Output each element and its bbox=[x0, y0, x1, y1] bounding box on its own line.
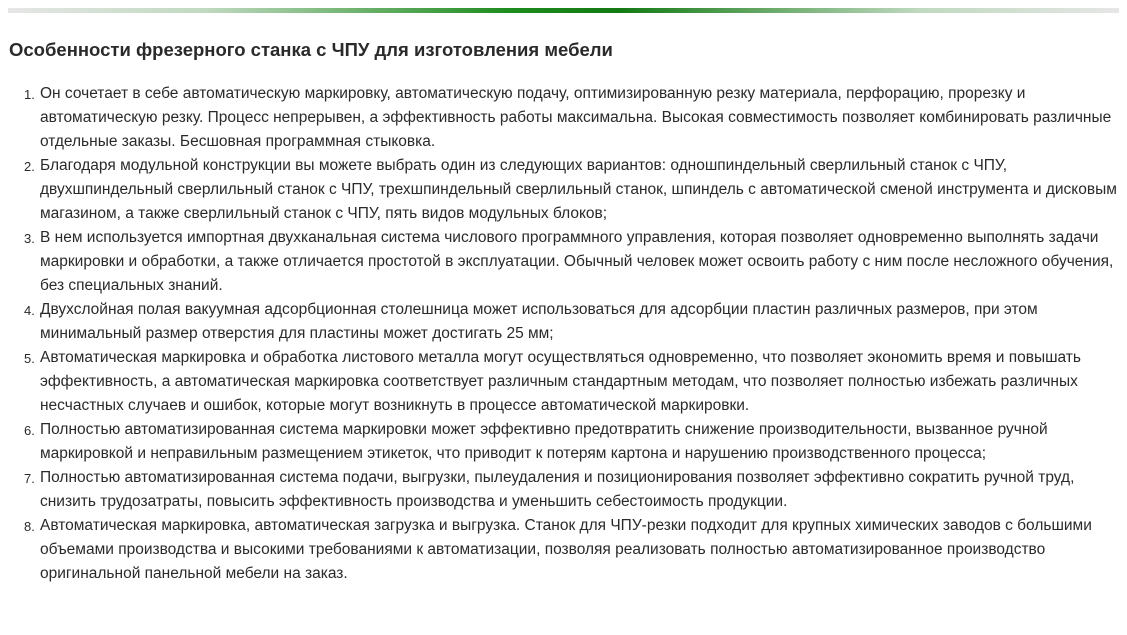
header-divider bbox=[8, 8, 1119, 13]
list-item: В нем используется импортная двухканальная система числового программного управления, которая позволяет одновременно выполнять задачи маркировки и обработки, а также отличается простотой в эксплуатации. Обычный человек может освоить работу с ним после несложного обучения, без специальных знаний. bbox=[40, 229, 1114, 294]
list-item: Благодаря модульной конструкции вы можете выбрать один из следующих вариантов: одношпиндельный сверлильный станок с ЧПУ, двухшпиндельный сверлильный станок с ЧПУ, трехшпиндельный сверлильный станок, шпиндель с автоматической сменой инструмента и дисковым магазином, а также сверлильный станок с ЧПУ, пять видов модульных блоков; bbox=[40, 157, 1117, 222]
list-item: Автоматическая маркировка, автоматическая загрузка и выгрузка. Станок для ЧПУ-резки подходит для крупных химических заводов с большими объемами производства и высокими требованиями к автоматизации, позволяя реализовать полностью автоматизированное производство оригинальной панельной мебели на заказ. bbox=[40, 517, 1092, 582]
list-item: Полностью автоматизированная система подачи, выгрузки, пылеудаления и позиционирования позволяет эффективно сократить ручной труд, снизить трудозатраты, повысить эффективность производства и уменьшить себестоимость продукции. bbox=[40, 469, 1075, 510]
list-item: Двухслойная полая вакуумная адсорбционная столешница может использоваться для адсорбции пластин различных размеров, при этом минимальный размер отверстия для пластины может достигать 25 мм; bbox=[40, 301, 1038, 342]
feature-list bbox=[0, 82, 1118, 586]
list-item: Полностью автоматизированная система маркировки может эффективно предотвратить снижение производительности, вызванное ручной маркировкой и неправильным размещением этикеток, что приводит к потерям картона и нарушению производственного процесса; bbox=[40, 421, 1048, 462]
list-item: Автоматическая маркировка и обработка листового металла могут осуществляться одновременно, что позволяет экономить время и повышать эффективность, а автоматическая маркировка соответствует различным стандартным методам, что позволяет полностью избежать различных несчастных случаев и ошибок, которые могут возникнуть в процессе автоматической маркировки. bbox=[40, 349, 1081, 414]
list-item: Он сочетает в себе автоматическую маркировку, автоматическую подачу, оптимизированную резку материала, перфорацию, прорезку и автоматическую резку. Процесс непрерывен, а эффективность работы максимальна. Высокая совместимость позволяет комбинировать различные отдельные заказы. Бесшовная программная стыковка. bbox=[40, 85, 1112, 150]
page-title: Особенности фрезерного станка с ЧПУ для изготовления мебели bbox=[9, 39, 613, 60]
